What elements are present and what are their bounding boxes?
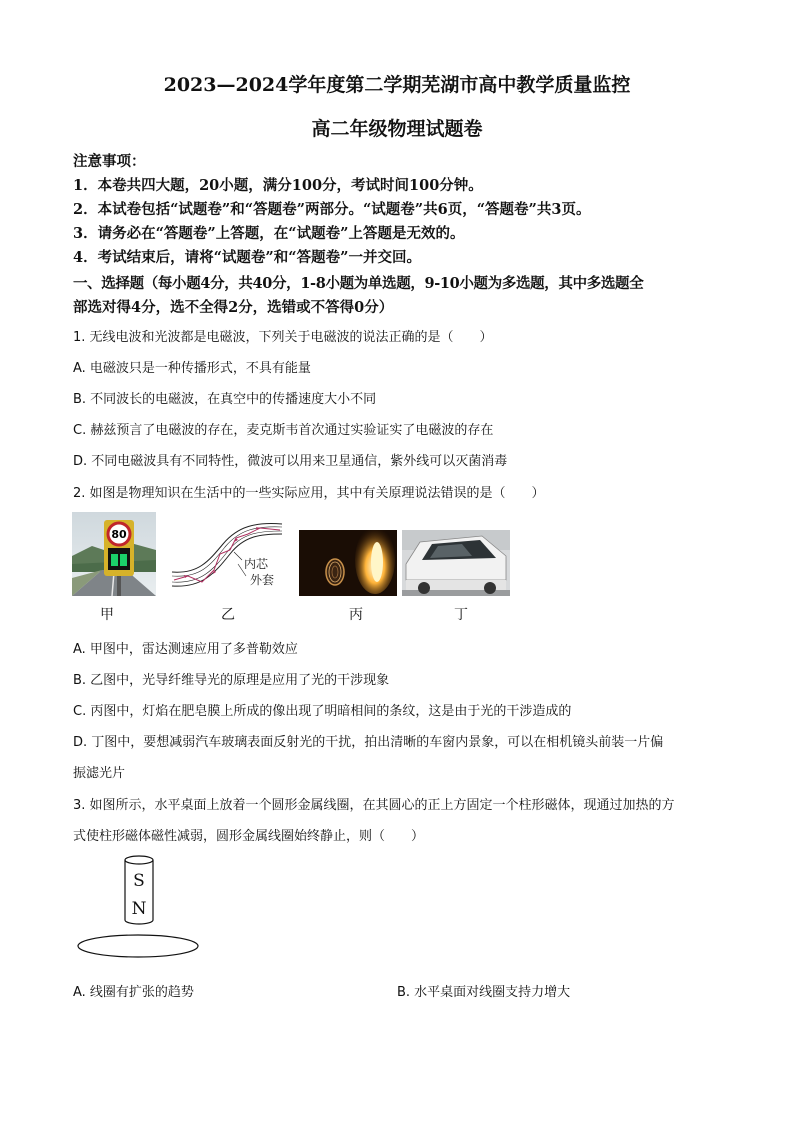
notice-item: 4．考试结束后，请将“试题卷”和“答题卷”一并交回。 xyxy=(73,249,421,266)
page-subtitle: 高二年级物理试题卷 xyxy=(311,118,483,140)
q1-option-c: C. 赫兹预言了电磁波的存在，麦克斯韦首次通过实验证实了电磁波的存在 xyxy=(73,423,494,438)
figure-caption-bing: 丙 xyxy=(349,607,363,623)
fiber-outer-label: 外套 xyxy=(250,573,275,587)
question-3-stem-cont: 式使柱形磁体磁性减弱，圆形金属线圈始终静止，则（ ） xyxy=(73,829,425,844)
optical-fiber-diagram xyxy=(168,512,286,596)
notice-heading: 注意事项： xyxy=(73,153,146,170)
question-1-stem: 1. 无线电波和光波都是电磁波，下列关于电磁波的说法正确的是（ ） xyxy=(73,330,493,345)
question-2-stem: 2. 如图是物理知识在生活中的一些实际应用，其中有关原理说法错误的是（ ） xyxy=(73,486,545,501)
figure-caption-ding: 丁 xyxy=(454,607,468,623)
fiber-inner-label: 内芯 xyxy=(244,557,269,571)
q1-option-b: B. 不同波长的电磁波，在真空中的传播速度大小不同 xyxy=(73,392,377,407)
q3-option-b: B. 水平桌面对线圈支持力增大 xyxy=(397,985,571,1000)
radar-speed-photo xyxy=(72,512,156,596)
q2-option-d-cont: 振滤光片 xyxy=(73,766,126,781)
section-heading-cont: 部选对得4分，选不全得2分，选错或不答得0分） xyxy=(73,299,394,316)
magnet-s-pole: S xyxy=(133,871,145,891)
section-heading: 一、选择题（每小题4分，共40分，1-8小题为单选题，9-10小题为多选题，其中多选题全 xyxy=(73,275,644,292)
notice-item: 2．本试卷包括“试题卷”和“答题卷”两部分。“试题卷”共6页，“答题卷”共3页。 xyxy=(73,201,591,218)
notice-item: 1．本卷共四大题，20小题，满分100分，考试时间100分钟。 xyxy=(73,177,483,194)
soap-film-photo xyxy=(299,530,397,596)
magnet-coil-diagram xyxy=(72,852,204,964)
notice-item: 3．请务必在“答题卷”上答题，在“试题卷”上答题是无效的。 xyxy=(73,225,465,242)
page-title: 2023—2024学年度第二学期芜湖市高中教学质量监控 xyxy=(163,74,631,96)
q1-option-a: A. 电磁波只是一种传播形式，不具有能量 xyxy=(73,361,311,376)
q2-option-b: B. 乙图中，光导纤维导光的原理是应用了光的干涉现象 xyxy=(73,673,390,688)
q1-option-d: D. 不同电磁波具有不同特性，微波可以用来卫星通信，紫外线可以灭菌消毒 xyxy=(73,454,508,469)
q2-option-a: A. 甲图中，雷达测速应用了多普勒效应 xyxy=(73,642,298,657)
speed-limit-label: 80 xyxy=(111,528,127,541)
figure-caption-yi: 乙 xyxy=(221,607,235,623)
q2-option-c: C. 丙图中，灯焰在肥皂膜上所成的像出现了明暗相间的条纹，这是由于光的干涉造成的 xyxy=(73,704,572,719)
car-window-photo xyxy=(402,530,510,596)
question-3-stem: 3. 如图所示，水平桌面上放着一个圆形金属线圈，在其圆心的正上方固定一个柱形磁体，现通过加热的方 xyxy=(73,798,675,813)
q2-option-d: D. 丁图中，要想减弱汽车玻璃表面反射光的干扰，拍出清晰的车窗内景象，可以在相机镜头前装一片偏 xyxy=(73,735,664,750)
magnet-n-pole: N xyxy=(131,899,147,919)
figure-caption-jia: 甲 xyxy=(100,607,114,623)
q3-option-a: A. 线圈有扩张的趋势 xyxy=(73,985,194,1000)
